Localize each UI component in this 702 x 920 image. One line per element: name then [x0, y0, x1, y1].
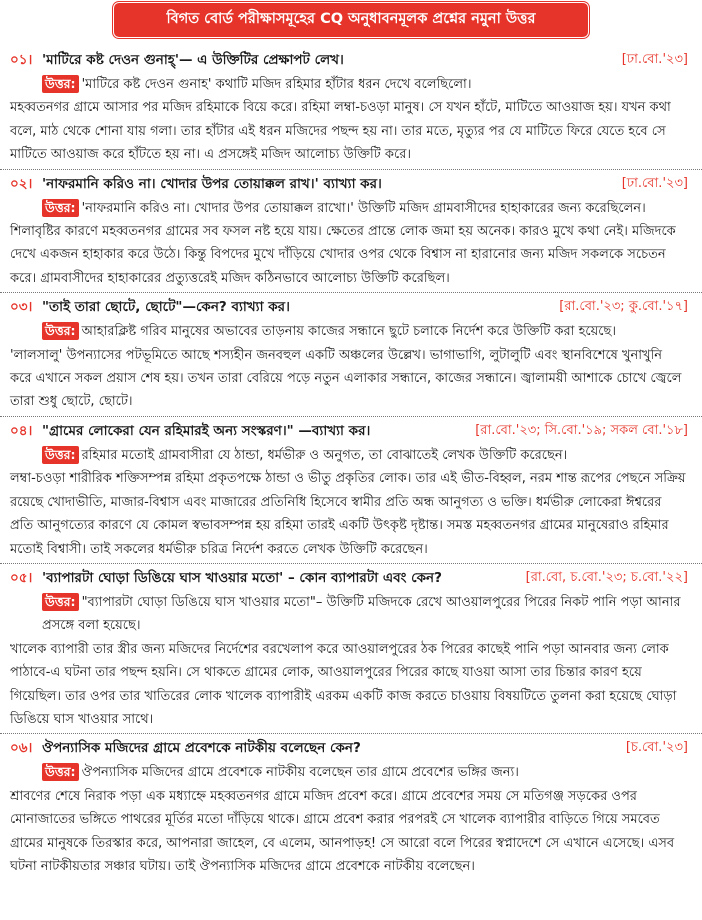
question-line [0, 565, 702, 591]
answer-label: উত্তর: [42, 593, 79, 611]
question-line [0, 171, 702, 197]
answer-paragraph: লম্বা-চওড়া শারীরিক শক্তিসম্পন্ন রহিমা প্রকৃতপক্ষে ঠান্ডা ও ভীতু প্রকৃতির লোক। তার এই ভীত-বিহ্বল, নরম শান্ত রূপের পেছনে সক্রিয় রয়েছে খোদাভীতি, মাজার-বিশ্বাস এবং মাজারের প্রতিনিধি হিসেবে স্বামীর প্রতি অন্ধ আনুগত্য ও ভক্তি। ধর্মভীরু লোকেরা ঈশ্বরের প্রতি আনুগত্যের কারণে যে কোমল স্বভাবসম্পন্ন হয় রহিমা তারই একটি উৎকৃষ্ট দৃষ্টান্ত। সমস্ত মহব্বতনগর গ্রামের মানুষেরাও রহিমার মতোই বিশ্বাসী। তাই সকলের ধর্মভীরু চরিত্র নির্দেশ করতে লেখক উক্তিটি করেছেন। [10, 471, 686, 557]
answer-lead [10, 444, 686, 467]
answer-lead [10, 197, 686, 220]
question-line [0, 735, 702, 761]
question-number: ০২। [10, 175, 33, 192]
answer-lead-text: 'নাফরমানি করিও না। খোদার উপর তোয়াক্কল রাখো।' উক্তিটি মজিদ গ্রামবাসীদের হাহাকারের জন্য করেছিলেন। [81, 200, 646, 216]
answer-paragraph: 'লালসালু' উপন্যাসের পটভূমিতে আছে শস্যহীন জনবহুল একটি অঞ্চলের উল্লেখ। ভাগাভাগি, লুটালুটি এবং স্থানবিশেষে খুনাখুনি করে এখানে সকল প্রয়াস শেষ হয়। তখন তারা বেরিয়ে পড়ে নতুন এলাকার সন্ধানে, কাজের সন্ধানে। জ্বালাময়ী আশাকে চোখে জ্বেলে তারা শুধু ছোটে, ছোটে। [10, 347, 682, 410]
question-text: 'নাফরমানি করিও না। খোদার উপর তোয়াক্কল রাখ।' ব্যাখ্যা কর। [42, 175, 382, 192]
answer-body [0, 761, 702, 878]
question-text: "গ্রামের লোকেরা যেন রহিমারই অন্য সংস্করণ।" —ব্যাখ্যা কর। [42, 422, 371, 439]
qa-item-2 [0, 169, 702, 293]
qa-item-5 [0, 563, 702, 733]
question-line [0, 294, 702, 320]
qa-item-4 [0, 416, 702, 563]
question-number: ০৩। [10, 299, 33, 316]
qa-item-1 [0, 46, 702, 169]
answer-body [0, 73, 702, 167]
qa-item-3 [0, 292, 702, 416]
answer-label: উত্তর: [42, 446, 79, 464]
answer-label: উত্তর: [42, 199, 79, 217]
question-number: ০১। [10, 52, 33, 68]
section-title-banner: বিগত বোর্ড পরীক্ষাসমূহের CQ অনুধাবনমূলক প্রশ্নের নমুনা উত্তর [116, 5, 586, 35]
question-source: [রা.বো.'২৩; কু.বো.'১৭] [559, 299, 688, 315]
answer-body [0, 320, 702, 414]
answer-lead-text: ঔপন্যাসিক মজিদের গ্রামে প্রবেশকে নাটকীয় বলেছেন তার গ্রামে প্রবেশের ভঙ্গির জন্য। [81, 765, 519, 781]
answer-lead-text: "ব্যাপারটা ঘোড়া ডিঙিয়ে ঘাস খাওয়ার মতো"– উক্তিটি মজিদকে রেখে আওয়ালপুরের পিরের নিকট পানি পড়া আনার প্রসঙ্গে বলা হয়েছে। [42, 594, 681, 634]
answer-lead [10, 73, 686, 96]
answer-lead [10, 320, 686, 343]
answer-lead-text: রহিমার মতোই গ্রামবাসীরা যে ঠান্ডা, ধর্মভীরু ও অনুগত, তা বোঝাতেই লেখক উক্তিটি করেছেন। [81, 447, 568, 463]
answer-body [0, 591, 702, 731]
answer-paragraph: শিলাবৃষ্টির কারণে মহব্বতনগর গ্রামের সব ফসল নষ্ট হয়ে যায়। ক্ষেতের প্রান্তে লোক জমা হয় অনেক। কারও মুখে কথা নেই। মজিদকে দেখে একজন হাহাকার করে উঠে। কিন্তু বিপদের মুখে দাঁড়িয়ে খোদার ওপর থেকে বিশ্বাস না হারানোর জন্য মজিদ সকলকে সচেতন করে। গ্রামবাসীদের হাহাকারের প্রত্যুত্তরেই মজিদ কঠিনভাবে আলোচ্য উক্তিটি করেছিল। [10, 224, 676, 286]
answer-label: উত্তর: [42, 322, 79, 340]
question-number: ০৪। [10, 422, 33, 439]
question-line [0, 47, 702, 73]
question-answer-list [0, 46, 702, 880]
question-source: [রা.বো.'২৩; সি.বো.'১৯; সকল বো.'১৮] [475, 422, 688, 438]
answer-lead-text: 'মাটিরে কষ্ট দেওন গুনাহ' কথাটি মজিদ রহিমার হাঁটার ধরন দেখে বলেছিলো। [81, 77, 472, 92]
answer-lead-text: আহারক্লিষ্ট গরিব মানুষের অভাবের তাড়নায় কাজের সন্ধানে ছুটে চলাকে নির্দেশ করে উক্তিটি করা হয়েছে। [81, 324, 617, 340]
answer-lead [10, 591, 686, 638]
question-line [0, 418, 702, 444]
question-text: ঔপন্যাসিক মজিদের গ্রামে প্রবেশকে নাটকীয় বলেছেন কেন? [42, 740, 361, 757]
qa-item-6 [0, 733, 702, 880]
answer-label: উত্তর: [42, 763, 79, 781]
answer-label: উত্তর: [42, 75, 79, 93]
question-text: "তাই তারা ছোটে, ছোটে"—কেন? ব্যাখ্যা কর। [42, 299, 290, 316]
question-text: 'ব্যাপারটা ঘোড়া ডিঙিয়ে ঘাস খাওয়ার মতো' – কোন ব্যাপারটা এবং কেন? [42, 569, 442, 586]
question-source: [রা.বো, চ.বো.'২৩; চ.বো.'২২] [525, 569, 688, 585]
answer-paragraph: মহব্বতনগর গ্রামে আসার পর মজিদ রহিমাকে বিয়ে করে। রহিমা লম্বা-চওড়া মানুষ। সে যখন হাঁটে, মাটিতে আওয়াজ হয়। যখন কথা বলে, মাঠ থেকে শোনা যায় গলা। তার হাঁটার এই ধরন মজিদের পছন্দ হয় না। তার মতে, মৃত্যুর পর যে মাটিতে ফিরে যেতে হবে সে মাটিতে আওয়াজ করে হাঁটতে হয় না। এ প্রসঙ্গেই মজিদ আলোচ্য উক্তিটি করে। [10, 100, 671, 163]
banner-area [0, 0, 702, 44]
question-source: [ঢা.বো.'২৩] [621, 52, 688, 67]
answer-lead [10, 761, 686, 784]
question-number: ০৬। [10, 740, 33, 757]
answer-body [0, 197, 702, 291]
answer-paragraph: খালেক ব্যাপারী তার স্ত্রীর জন্য মজিদের নির্দেশের বরখেলাপ করে আওয়ালপুরের ঠক পিরের কাছেই পানি পড়া আনবার জন্য লোক পাঠাবে-এ ঘটনা তার পছন্দ হয়নি। সে থাকতে গ্রামের লোক, আওয়ালপুরের পিরের কাছে যাওয়া আসা তার চিন্তার কারণ হয়ে গিয়েছিল। তার ওপর তার খাতিরের লোক খালেক ব্যাপারীই এরকম একটি কাজ করতে চাওয়ায় বিষয়টিতে তুলনা করা হয়েছে ঘোড়া ডিঙিয়ে ঘাস খাওয়ার সাথে। [10, 641, 677, 727]
question-text: 'মাটিরে কষ্ট দেওন গুনাহ্'— এ উক্তিটির প্রেক্ষাপট লেখ। [42, 52, 344, 68]
question-source: [চ.বো.'২৩] [625, 740, 688, 756]
answer-body [0, 444, 702, 561]
question-number: ০৫। [10, 569, 33, 586]
answer-paragraph: শ্রাবণের শেষে নিরাক পড়া এক মধ্যাহ্নে মহব্বতনগর গ্রামে মজিদ প্রবেশ করে। গ্রামে প্রবেশের সময় সে মতিগঞ্জ সড়কের ওপর মোনাজাতের ভঙ্গিতে পাথরের মূর্তির মতো দাঁড়িয়ে থাকে। গ্রামে প্রবেশ করার পরপরই সে খালেক ব্যাপারীর বাড়িতে গিয়ে সমবেত গ্রামের মানুষকে তিরস্কার করে, আপনারা জাহেল, বে এলেম, আনপাড়হ! সে আরো বলে পিরের স্বপ্নাদেশে সে এখানে এসেছে। এসব ঘটনা নাটকীয়তার সঞ্চার ঘটায়। তাই ঔপন্যাসিক মজিদের গ্রামে প্রবেশকে নাটকীয় বলেছেন। [10, 788, 675, 874]
question-source: [ঢা.বো.'২৩] [621, 175, 688, 191]
